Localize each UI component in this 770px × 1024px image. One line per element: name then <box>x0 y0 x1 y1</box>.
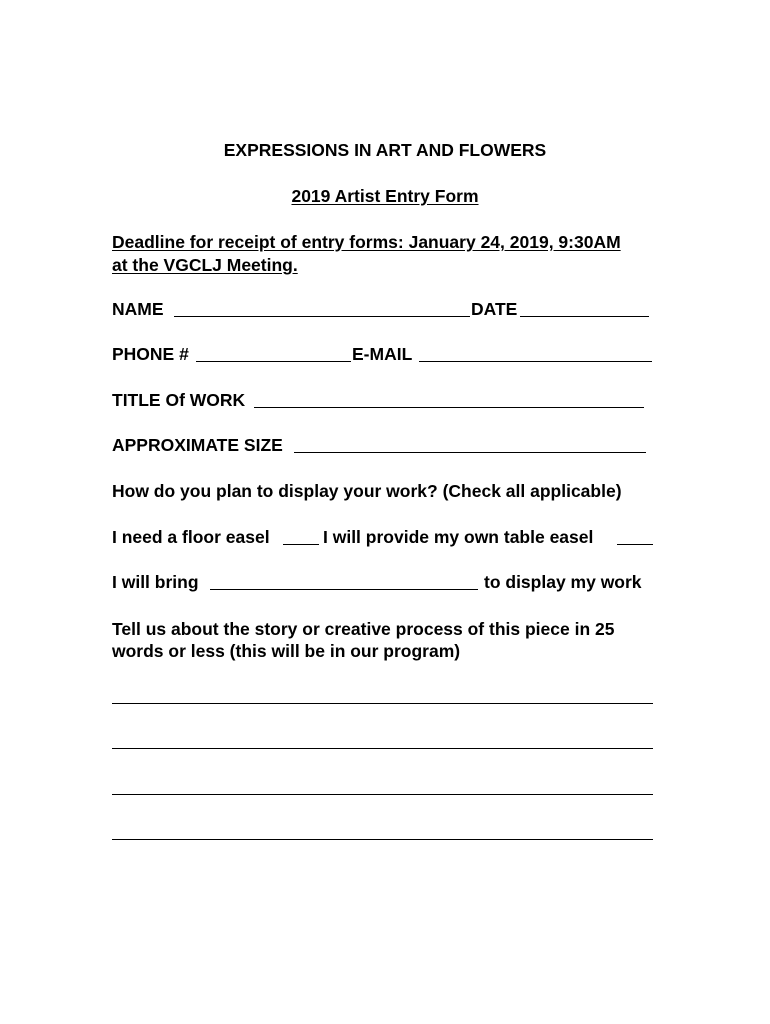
approximate-size-field[interactable] <box>294 452 646 453</box>
phone-label: PHONE # <box>112 344 189 364</box>
email-field[interactable] <box>419 361 652 362</box>
form-subtitle: 2019 Artist Entry Form <box>291 186 479 206</box>
title-of-work-label: TITLE Of WORK <box>112 390 246 410</box>
story-prompt-line-2: words or less (this will be in our program) <box>112 641 461 661</box>
bring-suffix-label: to display my work <box>484 572 642 592</box>
bring-item-field[interactable] <box>210 589 478 590</box>
floor-easel-label: I need a floor easel <box>112 527 270 547</box>
email-label: E-MAIL <box>352 344 413 364</box>
deadline-line-2: at the VGCLJ Meeting. <box>112 255 298 275</box>
phone-field[interactable] <box>196 361 351 362</box>
story-answer-line[interactable] <box>112 748 653 749</box>
table-easel-checkbox-line[interactable] <box>617 544 653 545</box>
approximate-size-label: APPROXIMATE SIZE <box>112 435 283 455</box>
display-question: How do you plan to display your work? (Check all applicable) <box>112 481 622 501</box>
story-prompt-line-1: Tell us about the story or creative process of this piece in 25 <box>112 619 615 639</box>
story-answer-line[interactable] <box>112 794 653 795</box>
name-label: NAME <box>112 299 164 319</box>
bring-prefix-label: I will bring <box>112 572 199 592</box>
title-of-work-field[interactable] <box>254 407 644 408</box>
form-title: EXPRESSIONS IN ART AND FLOWERS <box>223 140 547 160</box>
deadline-line-1: Deadline for receipt of entry forms: January 24, 2019, 9:30AM <box>112 232 621 252</box>
story-answer-line[interactable] <box>112 839 653 840</box>
name-field[interactable] <box>174 316 470 317</box>
floor-easel-checkbox-line[interactable] <box>283 544 319 545</box>
date-field[interactable] <box>520 316 649 317</box>
date-label: DATE <box>471 299 518 319</box>
story-answer-line[interactable] <box>112 703 653 704</box>
table-easel-label: I will provide my own table easel <box>323 527 594 547</box>
